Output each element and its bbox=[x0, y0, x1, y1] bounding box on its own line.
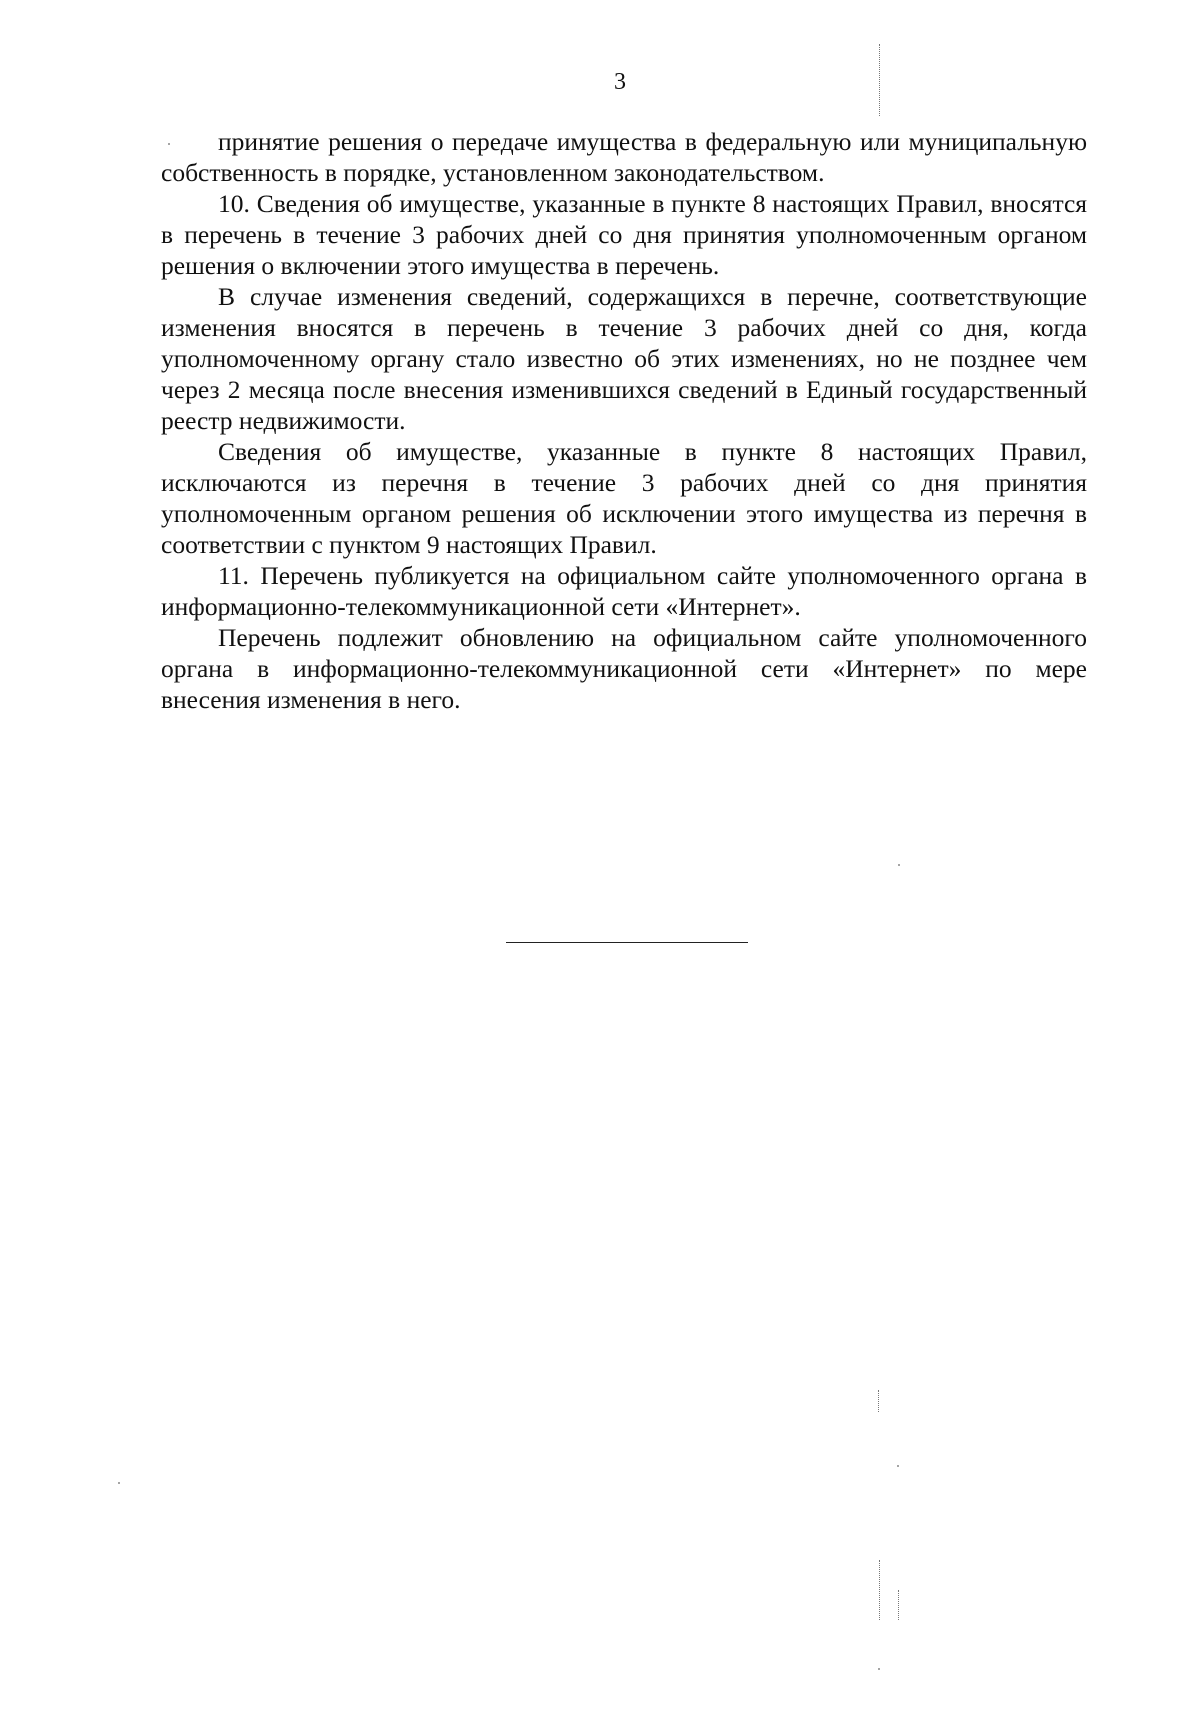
page-number: 3 bbox=[614, 69, 626, 95]
document-body bbox=[161, 126, 1087, 715]
scan-artifact-dot bbox=[118, 1482, 120, 1484]
closing-divider bbox=[506, 942, 748, 943]
scan-artifact-line bbox=[879, 44, 880, 116]
scan-artifact-line bbox=[878, 1390, 879, 1412]
scan-artifact-dot bbox=[897, 1465, 899, 1467]
paragraph-item-11: 11. Перечень публикуется на официальном сайте уполномоченного органа в информационно-телекоммуникационной сети «Интернет». bbox=[161, 561, 1087, 621]
paragraph-changes: В случае изменения сведений, содержащихся в перечне, соответствующие изменения вносятся в перечень в течение 3 рабочих дней со дня, когда уполномоченному органу стало известно об этих изменениях, но не позднее чем через 2 месяца после внесения изменившихся сведений в Единый государственный реестр недвижимости. bbox=[161, 282, 1087, 435]
paragraph-exclusion: Сведения об имуществе, указанные в пункте 8 настоящих Правил, исключаются из перечня в течение 3 рабочих дней со дня принятия уполномоченным органом решения об исключении этого имущества из перечня в соответствии с пунктом 9 настоящих Правил. bbox=[161, 437, 1087, 559]
scan-artifact-dot bbox=[878, 1668, 880, 1670]
scan-artifact-line bbox=[898, 1590, 899, 1620]
scan-artifact-line bbox=[879, 1560, 880, 1620]
paragraph-transfer-decision: принятие решения о передаче имущества в федеральную или муниципальную собственность в порядке, установленном законодательством. bbox=[161, 127, 1087, 187]
scan-artifact-dot bbox=[898, 864, 900, 866]
scan-artifact-dot bbox=[168, 143, 170, 145]
paragraph-item-10: 10. Сведения об имуществе, указанные в пункте 8 настоящих Правил, вносятся в перечень в течение 3 рабочих дней со дня принятия уполномоченным органом решения о включении этого имущества в перечень. bbox=[161, 189, 1087, 280]
paragraph-update: Перечень подлежит обновлению на официальном сайте уполномоченного органа в информационно-телекоммуникационной сети «Интернет» по мере внесения изменения в него. bbox=[161, 623, 1087, 714]
